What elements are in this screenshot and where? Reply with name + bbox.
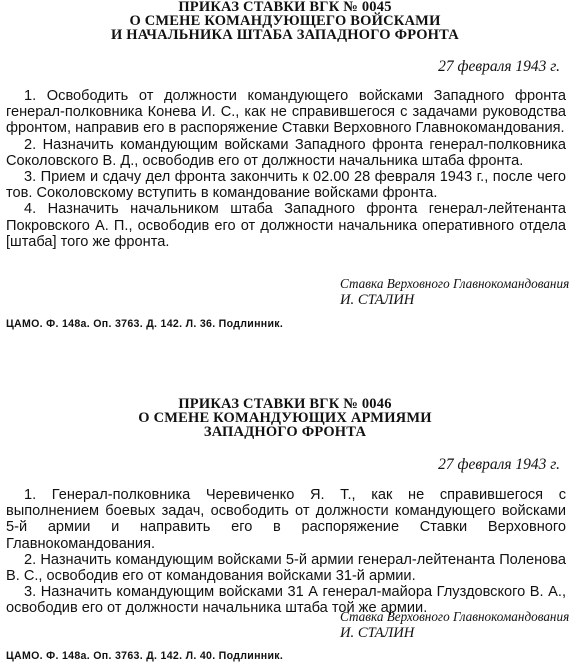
order1-paragraph-3: 3. Прием и сдачу дел фронта закончить к 02.00 28 февраля 1943 г., после чего тов. Соколовскому вступить в командование войсками фронта. — [6, 169, 566, 202]
order2-signature-name: И. СТАЛИН — [340, 625, 415, 641]
order1-archive-ref: ЦАМО. Ф. 148а. Оп. 3763. Д. 142. Л. 36. Подлинник. — [6, 318, 284, 330]
order2-signature — [340, 609, 569, 641]
order1-date: 27 февраля 1943 г. — [438, 58, 560, 75]
order1-subtitle-line1: О СМЕНЕ КОМАНДУЮЩЕГО ВОЙСКАМИ — [129, 13, 441, 29]
order2-archive-ref: ЦАМО. Ф. 148а. Оп. 3763. Д. 142. Л. 40. Подлинник. — [6, 650, 284, 662]
order1-paragraph-2: 2. Назначить командующим войсками Западного фронта генерал-полковника Соколовского В. Д., освободив его от должности начальника штаба фронта. — [6, 136, 566, 169]
order1-signature — [340, 276, 569, 308]
order2-signature-org: Ставка Верховного Главнокомандования — [340, 609, 570, 624]
order1-title: ПРИКАЗ СТАВКИ ВГК № 0045 — [178, 0, 392, 15]
order2-title: ПРИКАЗ СТАВКИ ВГК № 0046 — [178, 396, 392, 412]
order1-paragraph-1: 1. Освободить от должности командующего войсками Западного фронта генерал-полковника Конева И. С., как не справившегося с задачами руководства фронтом, направив его в распоряжение Ставки Верховного Главнокомандования. — [6, 88, 566, 137]
order2-paragraph-1: 1. Генерал-полковника Черевиченко Я. Т., как не справившегося с выполнением боевых задач, освободить от должности командующего войсками 5-й армии и направить его в распоряжение Ставки Верховного Главнокомандования. — [6, 487, 566, 552]
order1-signature-name: И. СТАЛИН — [340, 292, 415, 308]
order2-subtitle-line1: О СМЕНЕ КОМАНДУЮЩИХ АРМИЯМИ — [138, 410, 432, 426]
order1-paragraph-4: 4. Назначить начальником штаба Западного фронта генерал-лейтенанта Покровского А. П., освободив его от должности начальника оперативного отдела [штаба] того же фронта. — [6, 201, 566, 250]
order2-subtitle-line2: ЗАПАДНОГО ФРОНТА — [203, 424, 367, 440]
order2-body — [6, 487, 566, 617]
order1-subtitle-line2: И НАЧАЛЬНИКА ШТАБА ЗАПАДНОГО ФРОНТА — [111, 27, 459, 43]
order2-date: 27 февраля 1943 г. — [438, 456, 560, 473]
order2-paragraph-3: 3. Назначить командующим войсками 31 А генерал-майора Глуздовского В. А., освободив его от должности начальника штаба той же армии. — [6, 584, 566, 617]
order1-signature-org: Ставка Верховного Главнокомандования — [340, 276, 570, 291]
order2-paragraph-2: 2. Назначить командующим войсками 5-й армии генерал-лейтенанта Поленова В. С., освободив его от командования войсками 31-й армии. — [6, 551, 566, 585]
order1-body — [6, 88, 566, 250]
